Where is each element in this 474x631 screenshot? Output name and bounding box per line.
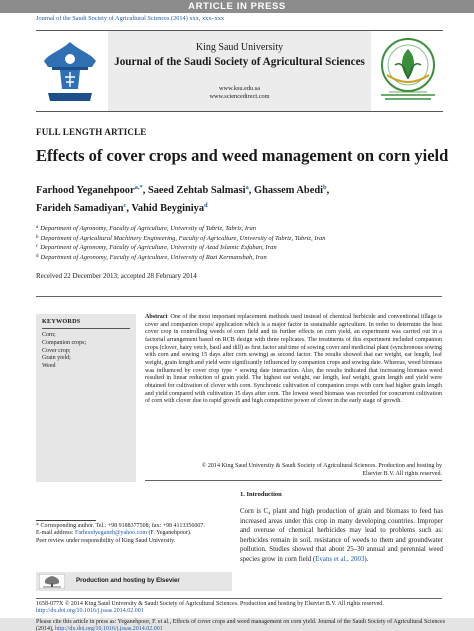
copyright-line: © 2014 King Saud University & Saudi Society of Agricultural Sciences. Production and hosting by [201, 463, 442, 469]
saudi-society-logo [375, 37, 441, 105]
journal-citation-link[interactable]: Journal of the Saudi Society of Agricultural Sciences (2014) xxx, xxx–xxx [36, 15, 224, 22]
keywords-box [36, 314, 136, 482]
abstract-copyright [145, 463, 442, 478]
keyword: Grain yield; [42, 355, 71, 362]
issn-block [36, 601, 446, 616]
author-list [36, 180, 446, 216]
article-title: Effects of cover crops and weed management on corn yield [36, 146, 449, 165]
affiliation-text: Department of Agricultural Machinery Engineering, Faculty of Agriculture, University of Tabriz, Tabriz, Iran [40, 234, 326, 242]
affiliation-text: Department of Agronomy, Faculty of Agriculture, University of Razi Kermanshah, Iran [40, 253, 267, 261]
affiliation-label: d [36, 253, 39, 259]
section-heading: 1. Introduction [240, 491, 282, 498]
author-name: Farideh Samadiyan [36, 203, 124, 214]
footnote-rule [36, 520, 96, 521]
elsevier-tree-icon [39, 574, 65, 589]
author-affiliation-mark[interactable]: a,* [134, 184, 143, 191]
keywords-rule [42, 328, 130, 329]
abstract-label: Abstract [145, 314, 168, 320]
email-label: E-mail address: [36, 530, 75, 537]
keyword: Corn; [42, 332, 56, 338]
reference-link[interactable]: Evans et al., 2003 [315, 555, 365, 563]
journal-header [36, 30, 443, 112]
divider [36, 296, 442, 297]
elsevier-bar [36, 572, 232, 591]
king-saud-university-logo [38, 39, 102, 105]
journal-title: Journal of the Saudi Society of Agricultural Sciences [114, 56, 365, 68]
author-affiliation-mark[interactable]: c [123, 202, 127, 209]
copyright-line: Elsevier B.V. All rights reserved. [362, 470, 442, 477]
affiliation [36, 243, 446, 253]
affiliation-label: a [36, 225, 39, 230]
article-in-press-banner: ARTICLE IN PRESS [0, 0, 474, 13]
elsevier-bar-text: Production and hosting by Elsevier [76, 577, 180, 584]
cite-text: Please cite this article in press as: Yeganehpoor, F. et al., Effects of cover crops and weed management on corn yield. Journal of the Saudi Society of Agricultural Sciences (2014), [36, 619, 446, 631]
corresponding-author-note: * Corresponding author. Tel.: +98 9188377508; fax: +98 4113356007. [36, 523, 205, 529]
abstract [145, 314, 442, 424]
article-type: FULL LENGTH ARTICLE [36, 127, 147, 137]
author-affiliation-mark[interactable]: a [245, 184, 249, 191]
affiliation-label: b [36, 234, 39, 240]
affiliation-list [36, 224, 446, 262]
issn-text: 1658-077X © 2014 King Saud University & Saudi Society of Agricultural Sciences. Production and hosting by Elsevier B.V. All rights reserved. [36, 601, 384, 607]
email-suffix: (F. Yeganehpoor). [147, 530, 192, 537]
cite-this-article-box [0, 618, 474, 631]
peer-review-note: Peer review under responsibility of King Saud University. [36, 537, 176, 544]
author-affiliation-mark[interactable]: d [204, 202, 208, 209]
keywords-heading: KEYWORDS [42, 318, 81, 325]
journal-urls [108, 85, 371, 101]
divider [36, 598, 442, 599]
affiliation [36, 234, 446, 244]
author-separator: , [142, 185, 148, 196]
affiliation-label: c [36, 244, 39, 250]
keywords-list [42, 332, 86, 371]
cite-doi-link[interactable]: http://dx.doi.org/10.1016/j.jssas.2014.02.001 [55, 625, 163, 631]
author-separator: , [248, 185, 254, 196]
author-separator: , [326, 185, 330, 196]
university-name: King Saud University [195, 42, 284, 53]
keyword: Cover crop; [42, 347, 71, 354]
affiliation [36, 253, 446, 263]
ksu-url[interactable]: www.ksu.edu.sa [218, 85, 261, 92]
author-name: Saeed Zehtab Salmasi [147, 185, 246, 196]
doi-link[interactable]: http://dx.doi.org/10.1016/j.jssas.2014.02.001 [36, 608, 144, 615]
author-name: Ghassem Abedi [253, 185, 323, 196]
email-note [36, 530, 232, 537]
affiliation-text: Department of Agronomy, Faculty of Agriculture, University of Tabriz, Tabriz, Iran [40, 225, 257, 232]
affiliation [36, 224, 446, 234]
affiliation-text: Department of Agronomy, Faculty of Agriculture, University of Azad Islamic Esfahan, Iran [40, 244, 277, 252]
received-dates: Received 22 December 2013; accepted 28 February 2014 [36, 272, 197, 280]
footnotes [36, 523, 232, 545]
journal-header-center [108, 31, 371, 111]
divider [145, 480, 442, 481]
abstract-text: One of the most important replacement methods used instead of chemical herbicide and conventional tillage is cover and companion crops' application which is a major factor in sustainable agriculture. In order to determine the best cover crop in controlling weeds of corn field and its further effects on corn yield, an experiment was carried out in a factorial arrangement based on RCB design with three replicates. The treatments of this experiment included companion crops (clover, hairy vetch, basil and dill) as first factor and time of sowing cover and medicinal plant (synchronous sowing with corn and sowing 15 days after corn sowing) as second factor. The results showed that ear weight, ear length, leaf weight, grain length and yield were significantly influenced by companion crops and sowing date. Whereas, weed biomass was influenced by cover crop type × sowing date interaction. Also, the results indicated that increasing biomass weed resulted in linear reduction of grain yield. The highest ear weight, ear length, leaf weight, grain length and yield were obtained for cultivation of clover with corn. Synchronic cultivation of companion crops with corn had higher grain length and yield compared with cultivation 15 days after corn. The lowest weed biomass was recorded for concurrent cultivation of corn with clover due to rapid growth and high competitive power of clover in the early stage of growth. [145, 314, 442, 405]
email-link[interactable]: Farhoodyeganeh@yahoo.com [75, 530, 148, 537]
keyword: Weed [42, 363, 56, 370]
author-affiliation-mark[interactable]: b [322, 184, 327, 191]
intro-text: Corn is C₄ plant and high production of grain and biomass to feed has increased areas under this crop in many developing countries. Improper and overuse of chemical herbicides may lead to problems such as: herbicides remain in soil, resistance of weeds to them and groundwater pollution. Studies showed that about 25–30 annual and perennial weed species grow in corn field ( [240, 508, 443, 563]
intro-text: ). [364, 555, 369, 563]
keyword: Companion crops; [42, 339, 87, 346]
author-name: Farhood Yeganehpoor [36, 185, 135, 196]
author-name: Vahid Beyginiya [131, 203, 205, 214]
sciencedirect-url[interactable]: www.sciencedirect.com [209, 93, 270, 100]
cite-this-article [36, 619, 446, 631]
author-separator: , [126, 203, 132, 214]
intro-paragraph [240, 507, 443, 565]
